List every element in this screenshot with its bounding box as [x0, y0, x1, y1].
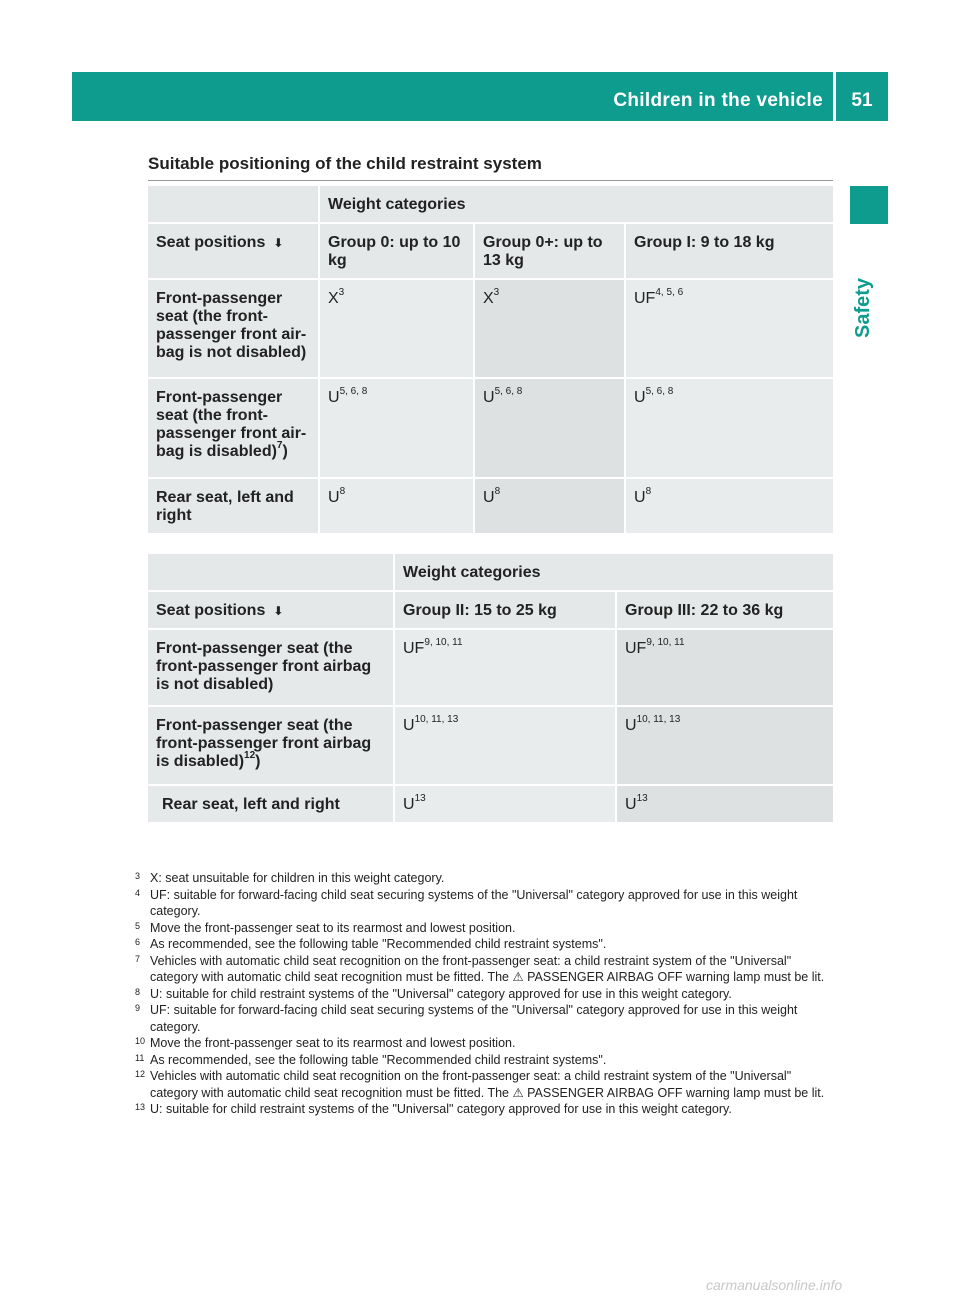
- footnote: 12 Vehicles with automatic child seat recognition on the front-passenger seat: a child restraint system of the "Universal" category with automatic child seat recognition must be fitted. The ⚠ PASSENGER AIRBAG OFF warning lamp must be lit.: [135, 1069, 825, 1100]
- cell-value: $U^8$: [475, 479, 626, 535]
- cell-value: U$^{10, 11, 13}$: [395, 707, 617, 786]
- cell-value: U$^{5, 6, 8}$: [626, 379, 833, 479]
- seat-positions-header: [148, 224, 320, 280]
- cell-value: $U^{13}$: [617, 786, 833, 824]
- seat-position-label: Front-passenger seat (the front-passenger front airbag is disabled)$^{12}$): [148, 707, 395, 786]
- footnote: 7 Vehicles with automatic child seat recognition on the front-passenger seat: a child restraint system of the "Universal" category with automatic child seat recognition must be fitted. The ⚠ PASSENGER AIRBAG OFF warning lamp must be lit.: [135, 953, 825, 984]
- cell-value: UF$^{9, 10, 11}$: [395, 630, 617, 707]
- table-row: [148, 630, 833, 707]
- cell-value: U$^{5, 6, 8}$: [320, 379, 475, 479]
- seat-position-label: Front-passenger seat (the front-passenger front airbag is not disabled): [148, 630, 395, 707]
- table-row: [148, 786, 833, 824]
- cell-value: $U^8$: [320, 479, 475, 535]
- seat-positions-header: [148, 592, 395, 630]
- seat-position-label: Front-passenger seat (the front-passenger front air-bag is disabled)$^7$): [148, 379, 320, 479]
- page-header: [72, 72, 888, 121]
- chapter-title: Children in the vehicle: [613, 89, 823, 111]
- footnote: 4 UF: suitable for forward-facing child seat securing systems of the "Universal" category approved for use in this weight category.: [135, 887, 798, 918]
- seat-positions-label: Seat positions: [156, 602, 266, 619]
- footnote: 9 UF: suitable for forward-facing child seat securing systems of the "Universal" category approved for use in this weight category.: [135, 1003, 798, 1034]
- cell-value: $U^8$: [626, 479, 833, 535]
- seat-position-label: Rear seat, left and right: [148, 786, 395, 824]
- footnote: 6 As recommended, see the following table "Recommended child restraint systems".: [135, 937, 607, 951]
- footnote: 11 As recommended, see the following table "Recommended child restraint systems".: [135, 1052, 607, 1067]
- weight-table-2: [148, 554, 833, 824]
- column-header: Group 0+: up to 13 kg: [475, 224, 626, 280]
- column-header: Group III: 22 to 36 kg: [617, 592, 833, 630]
- cell-value: $X^3$: [320, 280, 475, 379]
- cell-value: UF$^{4, 5, 6}$: [626, 280, 833, 379]
- empty-corner-cell: [148, 554, 395, 592]
- cell-value: UF$^{9, 10, 11}$: [617, 630, 833, 707]
- weight-categories-header: Weight categories: [395, 554, 833, 592]
- table-row: [148, 379, 833, 479]
- watermark: carmanualsonline.info: [706, 1277, 843, 1293]
- side-tab-marker: [850, 186, 888, 224]
- table-row: [148, 707, 833, 786]
- cell-value: $U^{13}$: [395, 786, 617, 824]
- empty-corner-cell: [148, 186, 320, 224]
- footnotes: [135, 870, 835, 1118]
- seat-position-label: Front-passenger seat (the front-passenger front air-bag is not disabled): [148, 280, 320, 379]
- seat-position-label: Rear seat, left and right: [148, 479, 320, 535]
- footnote: 3 X: seat unsuitable for children in this weight category.: [135, 871, 445, 885]
- weight-table-1: [148, 186, 833, 535]
- column-header: Group 0: up to 10 kg: [320, 224, 475, 280]
- cell-value: U$^{10, 11, 13}$: [617, 707, 833, 786]
- page-number: 51: [851, 89, 873, 111]
- footnote: 13 U: suitable for child restraint systems of the "Universal" category approved for use in this weight category.: [135, 1102, 732, 1116]
- weight-categories-header: Weight categories: [320, 186, 833, 224]
- footnote: 8 U: suitable for child restraint systems of the "Universal" category approved for use in this weight category.: [135, 986, 732, 1001]
- cell-value: U$^{5, 6, 8}$: [475, 379, 626, 479]
- footnote: 5 Move the front-passenger seat to its rearmost and lowest position.: [135, 920, 516, 935]
- arrow-down-icon: ⬇: [273, 604, 284, 618]
- table-row: [148, 280, 833, 379]
- table-row: [148, 479, 833, 535]
- column-header: Group II: 15 to 25 kg: [395, 592, 617, 630]
- seat-positions-label: Seat positions: [156, 234, 266, 251]
- footnote: 10 Move the front-passenger seat to its rearmost and lowest position.: [135, 1036, 516, 1050]
- side-section-label: Safety: [852, 277, 874, 338]
- section-title: Suitable positioning of the child restraint system: [148, 154, 833, 181]
- cell-value: $X^3$: [475, 280, 626, 379]
- column-header: Group I: 9 to 18 kg: [626, 224, 833, 280]
- arrow-down-icon: ⬇: [273, 236, 284, 250]
